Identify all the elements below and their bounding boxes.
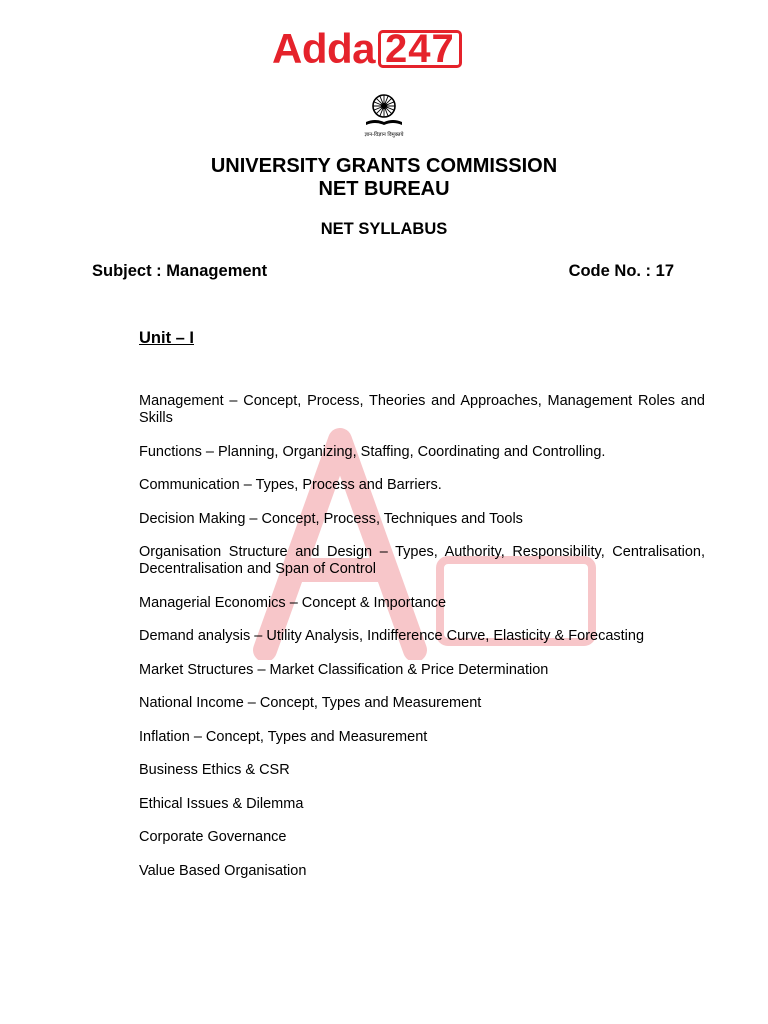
topic-item: Decision Making – Concept, Process, Techniques and Tools xyxy=(139,510,523,527)
title-line-1: UNIVERSITY GRANTS COMMISSION xyxy=(210,155,558,177)
topic-item: Business Ethics & CSR xyxy=(139,762,290,778)
topic-item: Inflation – Concept, Types and Measurement xyxy=(139,728,428,745)
subject-code: Code No. : 17 xyxy=(568,262,674,280)
subject-row xyxy=(92,261,674,281)
topic-item: National Income – Concept, Types and Measurement xyxy=(139,695,482,711)
document-title xyxy=(0,155,768,201)
unit-heading: Unit – I xyxy=(139,329,195,347)
adda247-logo xyxy=(272,24,462,74)
topic-item: Communication – Types, Process and Barriers. xyxy=(139,477,442,493)
emblem-motto: ज्ञान-विज्ञान विमुक्तये xyxy=(364,132,404,138)
topic-item: Functions – Planning, Organizing, Staffing, Coordinating and Controlling. xyxy=(139,443,606,460)
title-line-2: NET BUREAU xyxy=(318,178,450,200)
logo-word: Adda xyxy=(272,25,375,72)
ugc-emblem-icon xyxy=(356,92,412,140)
topic-item: Value Based Organisation xyxy=(139,862,307,879)
topic-item: Management – Concept, Process, Theories and Approaches, Management Roles and Skills xyxy=(139,393,705,426)
logo-number-box: 247 xyxy=(378,30,462,68)
subject-label: Subject : Management xyxy=(92,262,268,280)
syllabus-title: NET SYLLABUS xyxy=(320,220,448,238)
topic-item: Demand analysis – Utility Analysis, Indifference Curve, Elasticity & Forecasting xyxy=(139,628,645,644)
topic-list xyxy=(139,393,705,896)
topic-item: Ethical Issues & Dilemma xyxy=(139,795,304,812)
topic-item: Market Structures – Market Classification & Price Determination xyxy=(139,661,549,678)
topic-item: Managerial Economics – Concept & Importance xyxy=(139,594,447,611)
topic-item: Corporate Governance xyxy=(139,829,287,845)
topic-item: Organisation Structure and Design – Types, Authority, Responsibility, Centralisation, Decentralisation and Span of Control xyxy=(139,544,705,577)
